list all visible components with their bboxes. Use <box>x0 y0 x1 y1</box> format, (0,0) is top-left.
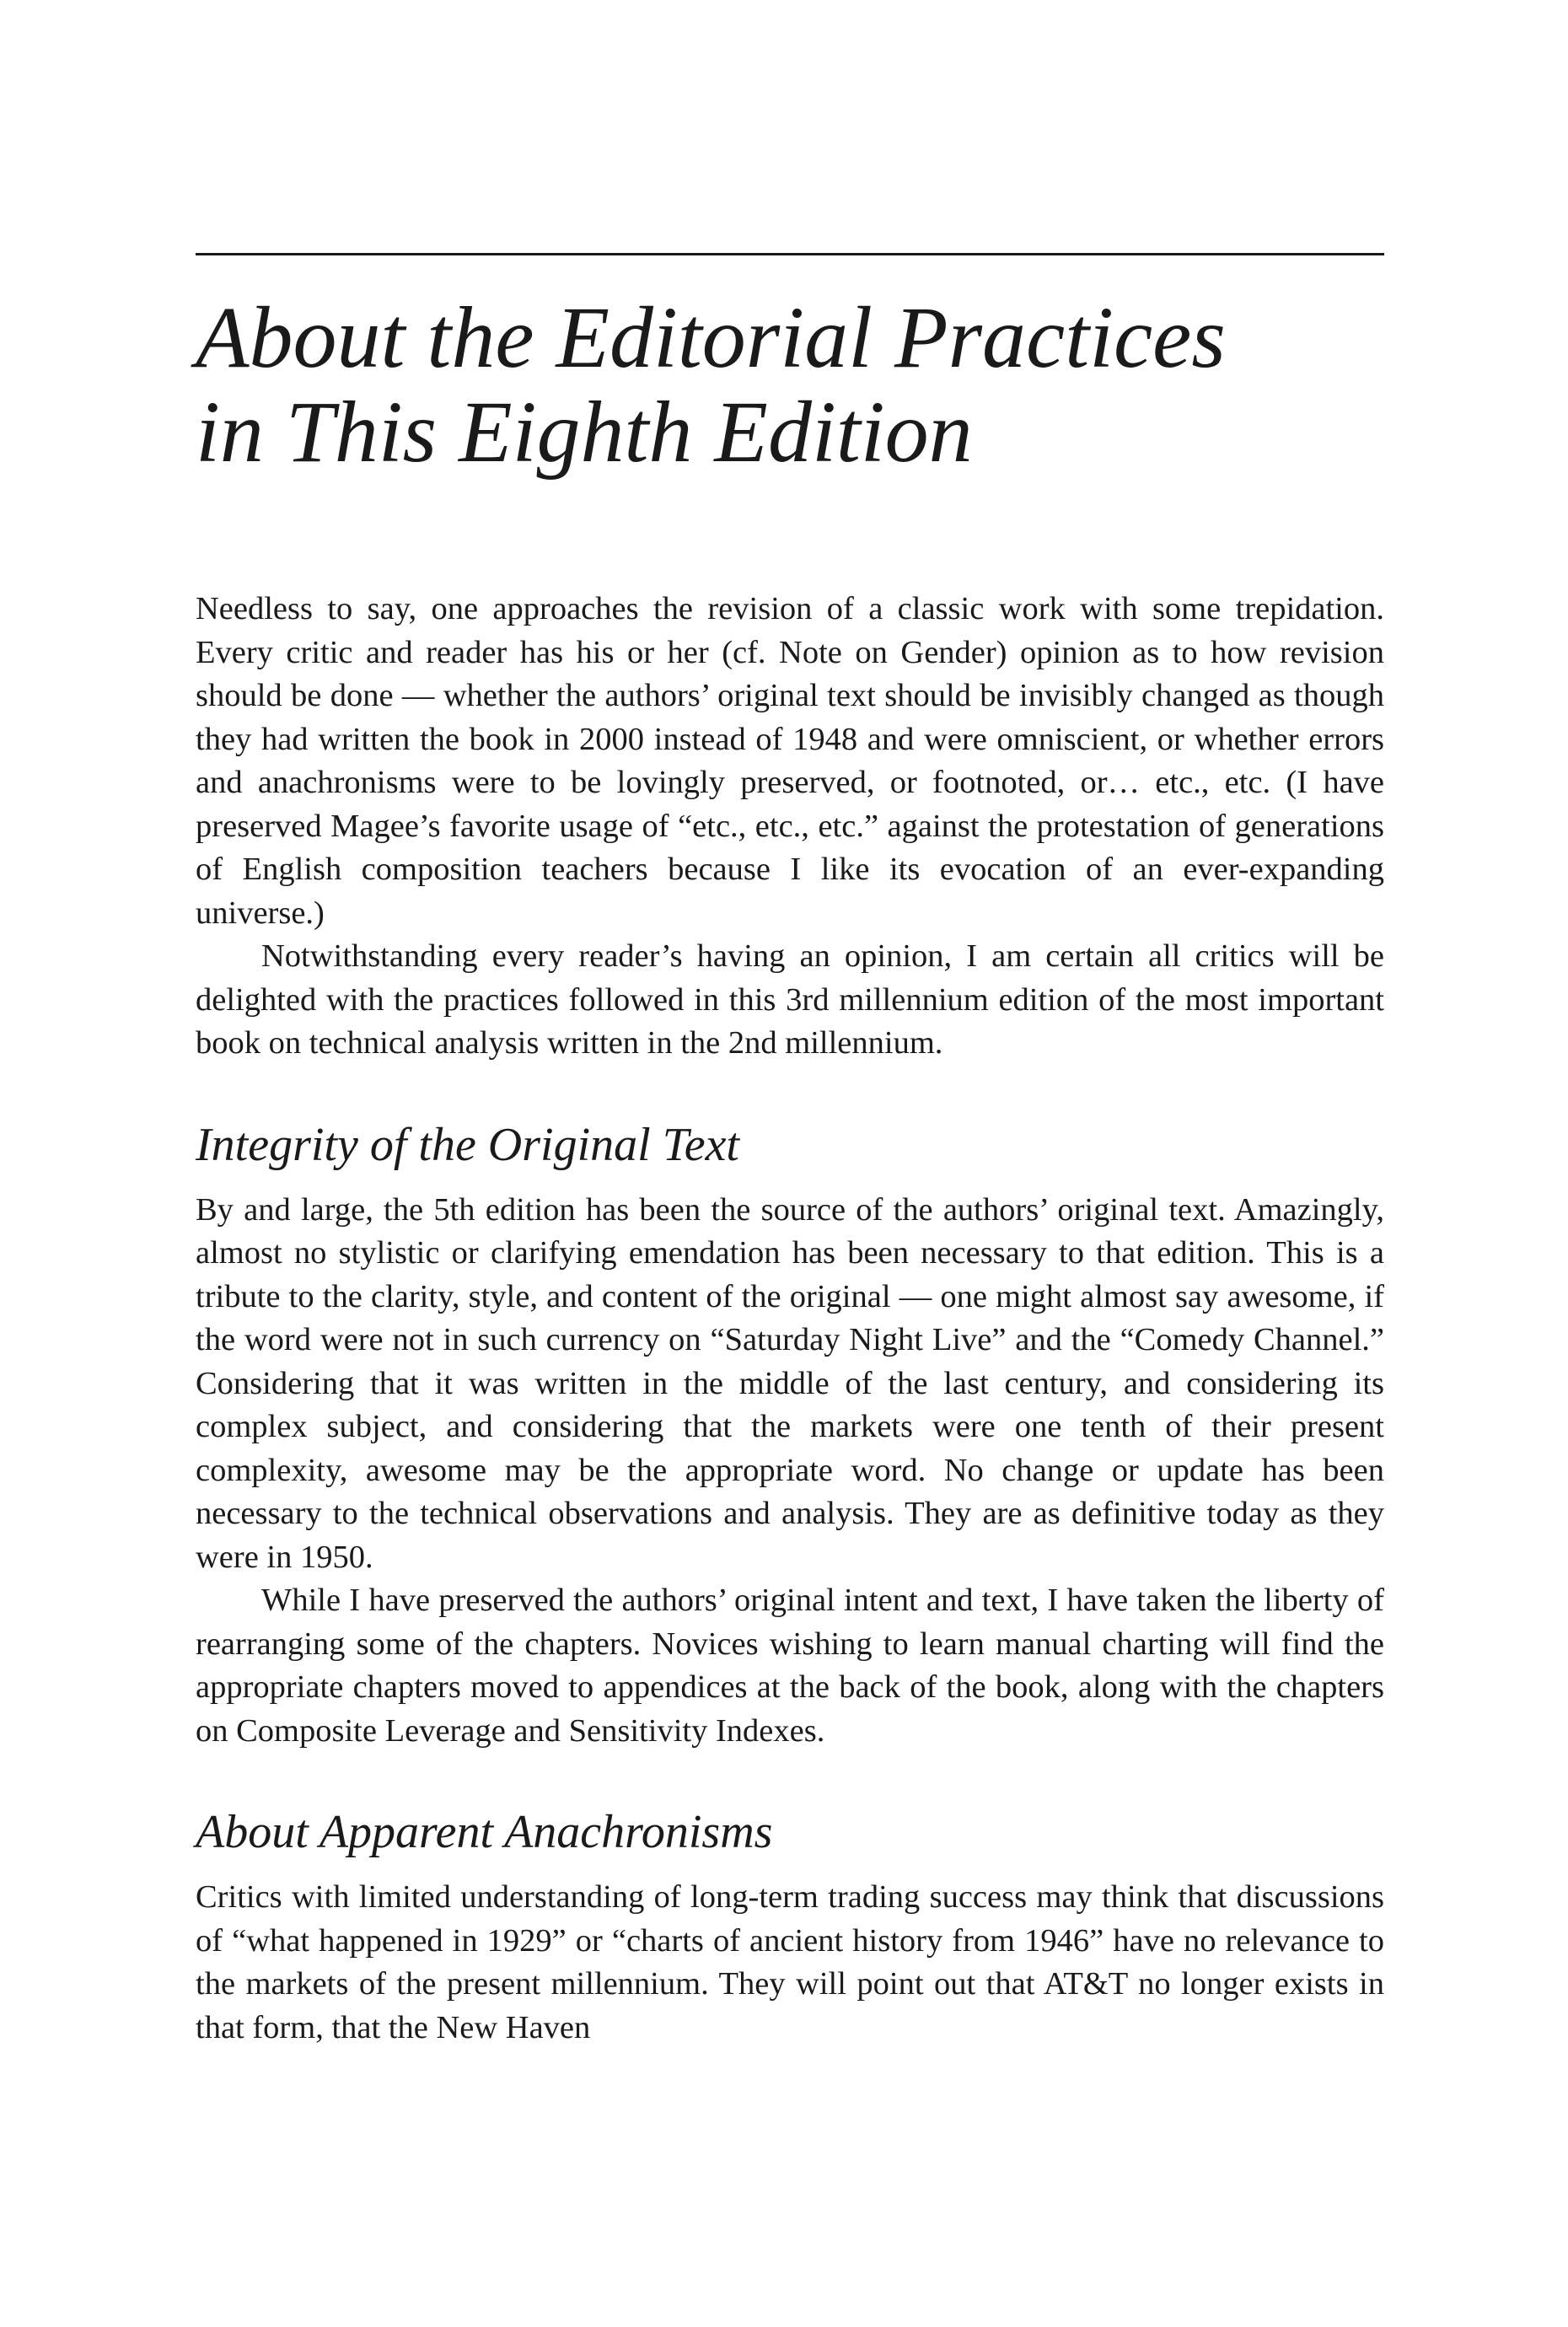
chapter-title-line-2: in This Eighth Edition <box>196 384 973 481</box>
section-heading-anachronisms: About Apparent Anachronisms <box>196 1806 773 1858</box>
intro-paragraph-1: Needless to say, one approaches the revision of a classic work with some trepidation. Every critic and reader has his or her (cf. Note on Gender) opinion as to how revision should be done — whether the authors’ original text should be invisibly changed as though they had written the book in 2000 instead of 1948 and were omniscient, or whether errors and anachronisms were to be lovingly preserved, or footnoted, or… etc., etc. (I have preserved Magee’s favorite usage of “etc., etc., etc.” against the protestation of generations of English composition teachers because I like its evocation of an ever-expanding universe.) <box>196 591 1384 931</box>
section-heading-integrity: Integrity of the Original Text <box>196 1118 739 1171</box>
chapter-title <box>196 291 1384 480</box>
chapter-top-rule <box>196 253 1384 255</box>
integrity-paragraph-2: While I have preserved the authors’ original intent and text, I have taken the liberty of rearranging some of the chapters. Novices wishing to learn manual charting will find the appropriate chapters moved to appendices at the back of the book, along with the chapters on Composite Leverage and Sensitivity Indexes. <box>196 1583 1384 1749</box>
anachronisms-paragraph-1: Critics with limited understanding of long-term trading success may think that discussions of “what happened in 1929” or “charts of ancient history from 1946” have no relevance to the markets of the present millennium. They will point out that AT&T no longer exists in that form, that the New Haven <box>196 1879 1384 2045</box>
chapter-body <box>196 588 1384 2050</box>
chapter-title-line-1: About the Editorial Practices <box>196 289 1226 386</box>
intro-paragraph-2: Notwithstanding every reader’s having an opinion, I am certain all critics will be delighted with the practices followed in this 3rd millennium edition of the most important book on technical analysis written in the 2nd millennium. <box>196 938 1384 1061</box>
book-page <box>196 253 1384 2050</box>
integrity-paragraph-1: By and large, the 5th edition has been the source of the authors’ original text. Amazingly, almost no stylistic or clarifying emendation has been necessary to that edition. This is a tribute to the clarity, style, and content of the original — one might almost say awesome, if the word were not in such currency on “Saturday Night Live” and the “Comedy Channel.” Considering that it was written in the middle of the last century, and considering its complex subject, and considering that the markets were one tenth of their present complexity, awesome may be the appropriate word. No change or update has been necessary to the technical observations and analysis. They are as definitive today as they were in 1950. <box>196 1191 1384 1575</box>
